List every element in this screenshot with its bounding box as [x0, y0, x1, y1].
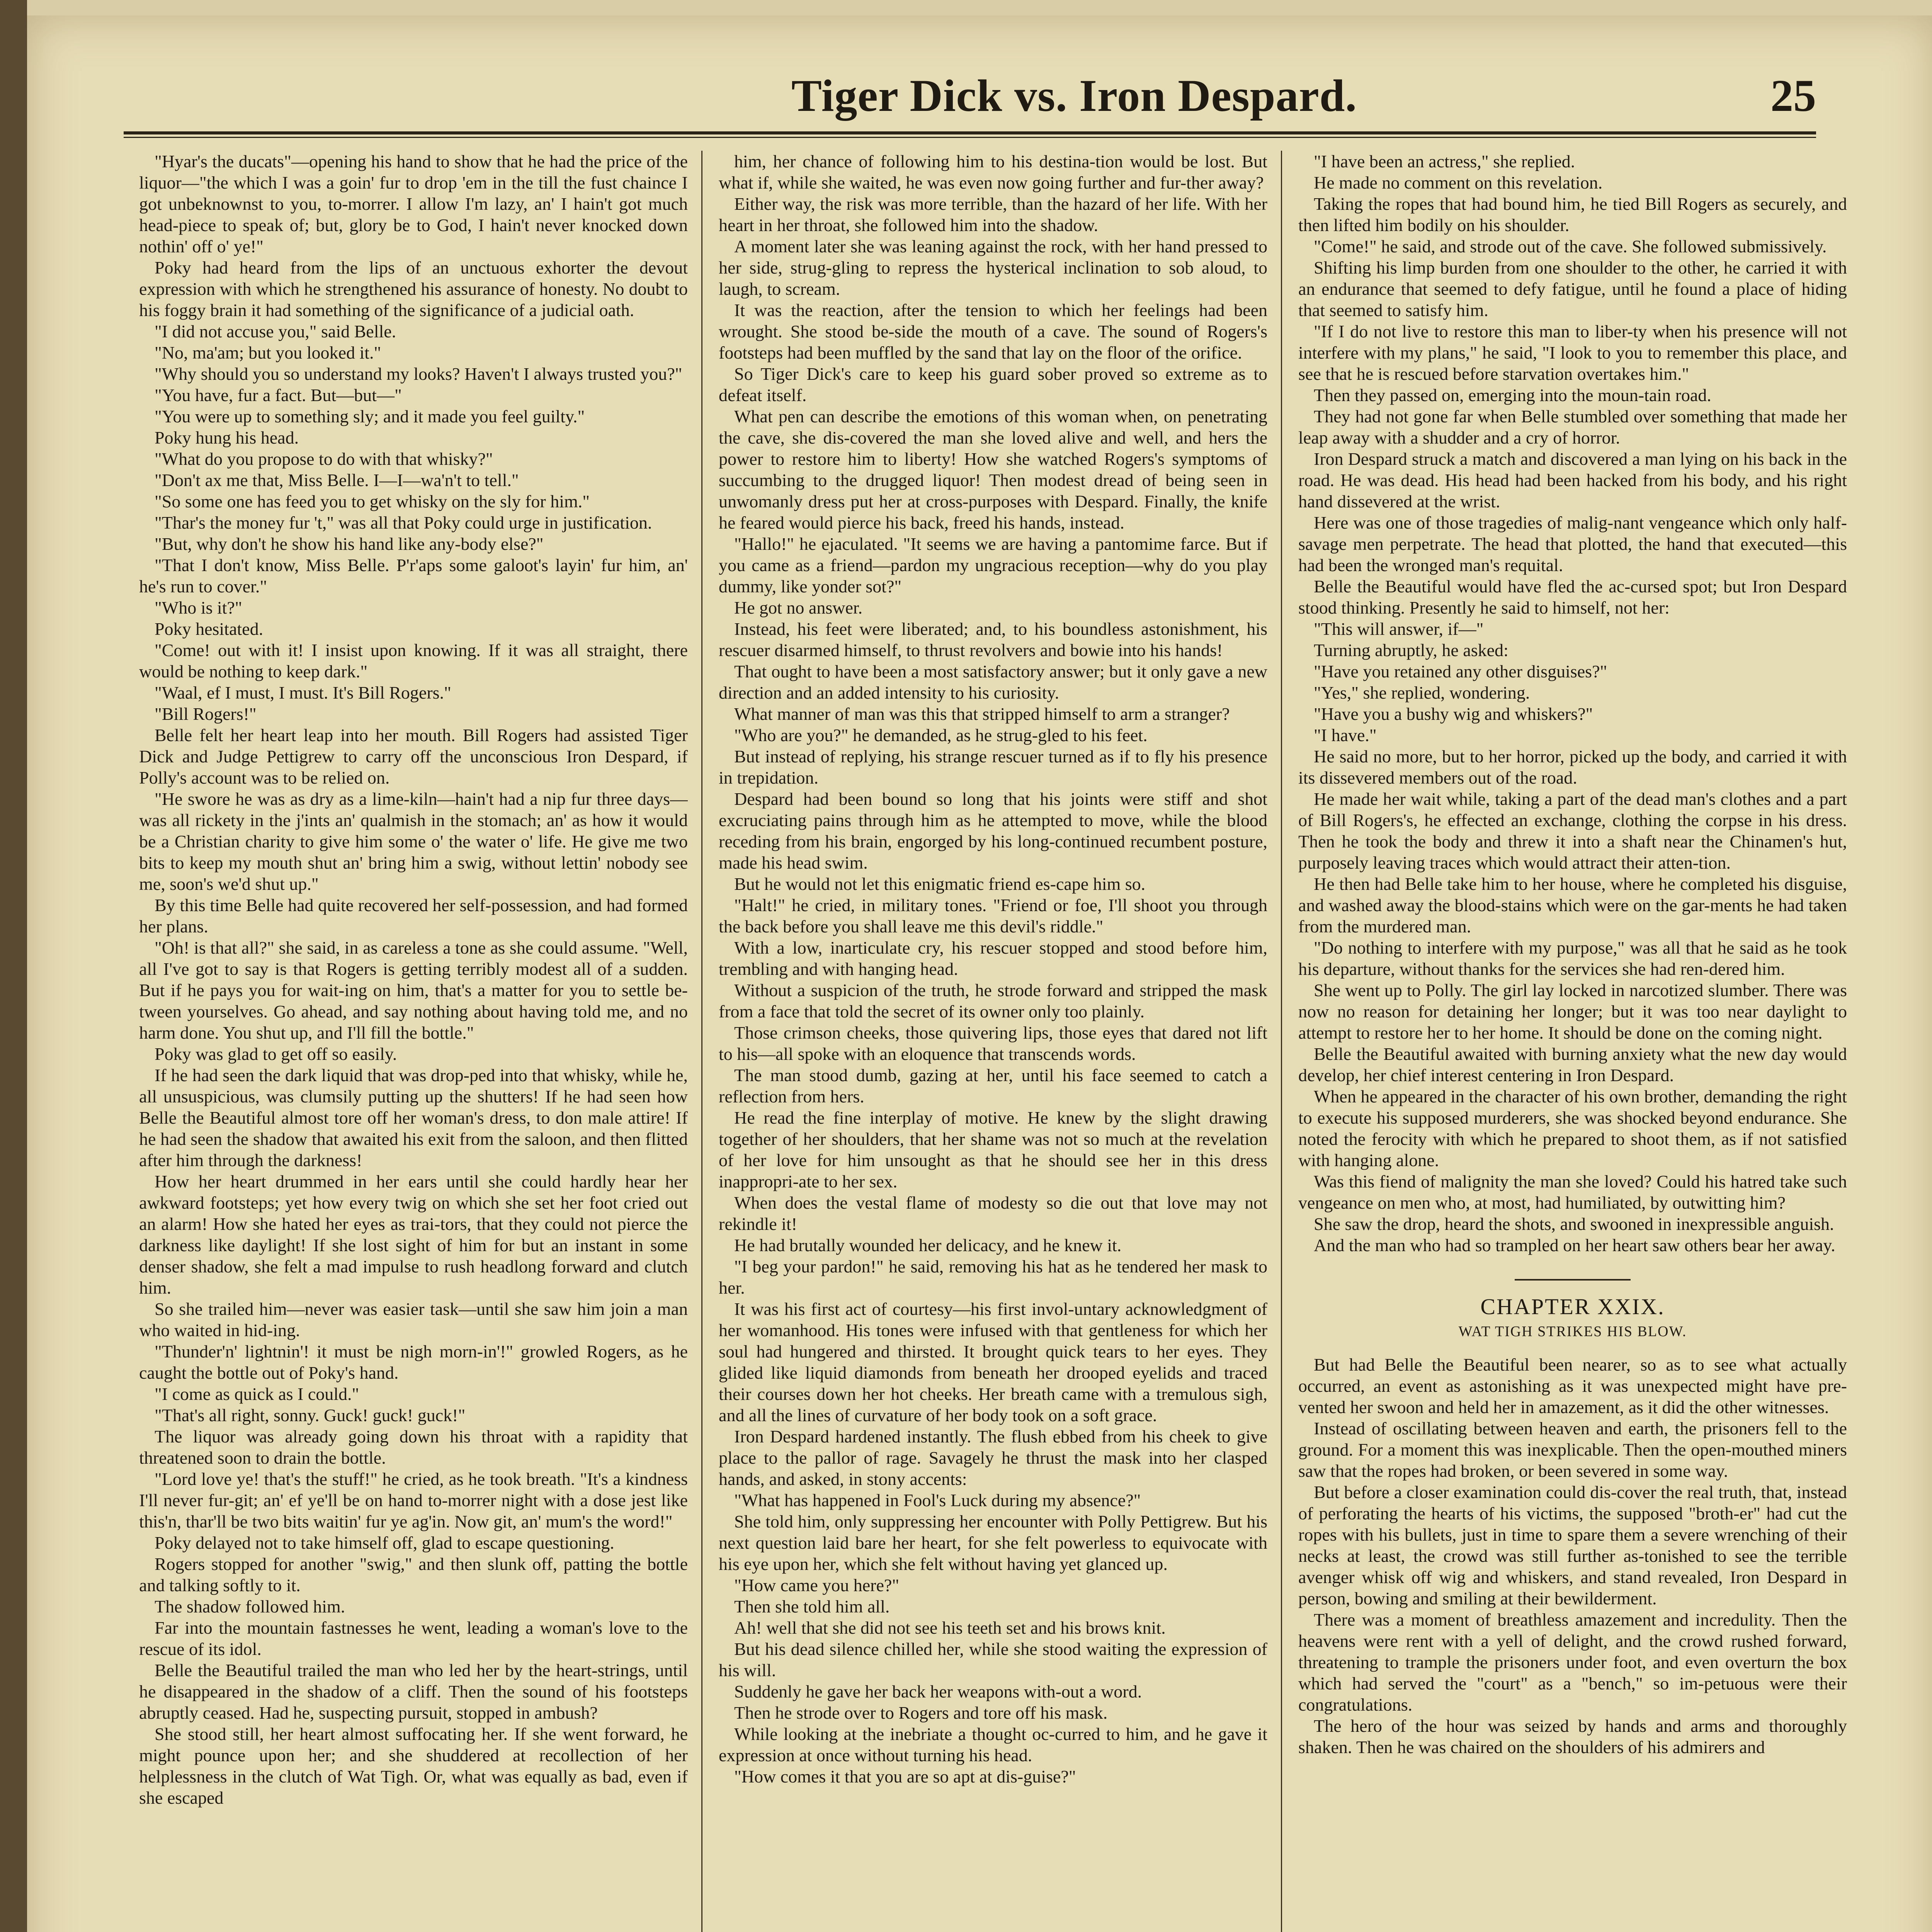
- paragraph: "Who is it?": [155, 598, 242, 617]
- paragraph: Rogers stopped for another "swig," and then slunk off, patting the bottle and talking softly to it.: [139, 1554, 688, 1595]
- paragraph: A moment later she was leaning against the rock, with her hand pressed to her side, strug-gling to repress the hysterical inclination to sob aloud, to laugh, to scream.: [719, 236, 1267, 299]
- paragraph: If he had seen the dark liquid that was drop-ped into that whisky, while he, all unsuspicious, was clumsily putting up the shutters! If he had seen how Belle the Beautiful almost tore off her woman's dress, to don male attire! If he had seen the shadow that awaited his exit from the saloon, and then flitted after him through the darkness!: [139, 1065, 688, 1170]
- chapter-paragraphs: [1298, 1354, 1847, 1758]
- paragraph: "Do nothing to interfere with my purpose," was all that he said as he took his departure, without thanks for the services she had ren-dered him.: [1298, 938, 1847, 979]
- paragraph: "So some one has feed you to get whisky on the sly for him.": [155, 492, 590, 511]
- paragraph: But he would not let this enigmatic friend es-cape him so.: [734, 874, 1146, 894]
- paragraph: him, her chance of following him to his destina-tion would be lost. But what if, while she waited, he was even now going further and fur-ther away?: [719, 151, 1267, 192]
- page-number: 25: [1770, 70, 1816, 121]
- paragraph: They had not gone far when Belle stumbled over something that made her leap away with a shudder and a cry of horror.: [1298, 406, 1847, 447]
- paragraph: "You were up to something sly; and it made you feel guilty.": [155, 406, 585, 426]
- paragraph: But his dead silence chilled her, while she stood waiting the expression of his will.: [719, 1639, 1267, 1680]
- paragraph: The shadow followed him.: [155, 1597, 345, 1616]
- paragraph: Belle the Beautiful would have fled the ac-cursed spot; but Iron Despard stood thinking. Presently he said to himself, not her:: [1298, 577, 1847, 617]
- paragraph: He got no answer.: [734, 598, 863, 617]
- paragraph: And the man who had so trampled on her heart saw others bear her away.: [1314, 1235, 1835, 1255]
- paragraph: "I have been an actress," she replied.: [1314, 151, 1575, 171]
- paragraph: Then he strode over to Rogers and tore off his mask.: [734, 1703, 1108, 1723]
- paragraph: That ought to have been a most satisfactory answer; but it only gave a new direction and an added intensity to his curiosity.: [719, 662, 1267, 702]
- paragraph: She told him, only suppressing her encounter with Polly Pettigrew. But his next question laid bare her heart, for she felt powerless to equivocate with his eye upon her, which she felt without having yet glanced up.: [719, 1512, 1267, 1574]
- chapter-subtitle: WAT TIGH STRIKES HIS BLOW.: [1458, 1323, 1687, 1340]
- paragraph: The man stood dumb, gazing at her, until his face seemed to catch a reflection from hers.: [719, 1065, 1267, 1106]
- paragraph: "Thar's the money fur 't," was all that Poky could urge in justification.: [155, 513, 652, 532]
- paragraph: He had brutally wounded her delicacy, and he knew it.: [734, 1235, 1122, 1255]
- paragraph: "How comes it that you are so apt at dis-guise?": [734, 1767, 1076, 1786]
- paragraph: By this time Belle had quite recovered her self-possession, and had formed her plans.: [139, 895, 688, 936]
- paragraph: "Why should you so understand my looks? Haven't I always trusted you?": [155, 364, 682, 384]
- paragraph: "You have, fur a fact. But—but—": [155, 385, 402, 405]
- page-header: [100, 70, 1816, 124]
- paragraph: It was the reaction, after the tension to which her feelings had been wrought. She stood be-side the mouth of a cave. The sound of Rogers's footsteps had been muffled by the sand that lay on the floor of the orifice.: [719, 300, 1267, 362]
- paragraph: Belle felt her heart leap into her mouth. Bill Rogers had assisted Tiger Dick and Judge Pettigrew to carry off the unconscious Iron Despard, if Polly's account was to be relied on.: [139, 725, 688, 787]
- chapter-divider: [1515, 1279, 1631, 1281]
- paragraph: "He swore he was as dry as a lime-kiln—hain't had a nip fur three days—was all rickety in the j'ints an' qualmish in the stomach; an' as how it would be a Christian charity to give him some o' the water o' life. He give me two bits to keep my mouth shut an' bring him a swig, without lettin' nobody see me, soon's we'd shut up.": [139, 789, 688, 894]
- paragraph: He then had Belle take him to her house, where he completed his disguise, and washed away the blood-stains which were on the gar-ments he had taken from the murdered man.: [1298, 874, 1847, 936]
- paragraph: Poky delayed not to take himself off, glad to escape questioning.: [155, 1533, 614, 1553]
- paragraph: But had Belle the Beautiful been nearer, so as to see what actually occurred, an event as astonishing as it was unexpected might have pre-vented her swoon and held her in amazement, as it did the other witnesses.: [1298, 1355, 1847, 1417]
- paragraph: "Come!" he said, and strode out of the cave. She followed submissively.: [1314, 236, 1827, 256]
- paragraph: She went up to Polly. The girl lay locked in narcotized slumber. There was now no reason for detaining her longer; but it was too near daylight to attempt to restore her to her home. It should be done on the coming night.: [1298, 980, 1847, 1043]
- paragraph: She saw the drop, heard the shots, and swooned in inexpressible anguish.: [1314, 1214, 1834, 1234]
- paragraph: But before a closer examination could dis-cover the real truth, that, instead of perforating the hearts of his victims, the supposed "broth-er" had cut the ropes with his bullets, just in time to spare them a severe wrenching of their necks at least, the crowd was still further as-tonished to see the terrible avenger whisk off wig and whiskers, and stand revealed, Iron Despard in person, bowing and smiling at their bewilderment.: [1298, 1482, 1847, 1608]
- paragraph: What pen can describe the emotions of this woman when, on penetrating the cave, she dis-covered the man she loved alive and well, and hers the power to restore him to liberty! How she watched Rogers's symptoms of succumbing to the drugged liquor! Then modest dread of being seen in unwomanly dress put her at cross-purposes with Despard. Finally, the knife he feared would pierce his back, freed his hands, instead.: [719, 406, 1267, 532]
- paragraph: While looking at the inebriate a thought oc-curred to him, and he gave it expression at once without turning his head.: [719, 1724, 1267, 1765]
- text-column-3: [1298, 151, 1847, 1932]
- paragraph: Turning abruptly, he asked:: [1314, 640, 1509, 660]
- paragraph: When does the vestal flame of modesty so die out that love may not rekindle it!: [719, 1193, 1267, 1234]
- paragraph: How her heart drummed in her ears until she could hardly hear her awkward footsteps; yet how every twig on which she set her foot cried out an alarm! How she hated her eyes as trai-tors, that they could not pierce the darkness like daylight! If she lost sight of him for but an instant in some denser shadow, she felt a mad impulse to rush headlong forward and clutch him.: [139, 1172, 688, 1298]
- paragraph: "What has happened in Fool's Luck during my absence?": [734, 1490, 1141, 1510]
- paragraph: "How came you here?": [734, 1575, 900, 1595]
- column-divider: [1281, 151, 1282, 1932]
- paragraph: Either way, the risk was more terrible, than the hazard of her life. With her heart in her throat, she followed him into the shadow.: [719, 194, 1267, 235]
- paragraph: So she trailed him—never was easier task—until she saw him join a man who waited in hid-ing.: [139, 1299, 688, 1340]
- paragraph: "This will answer, if—": [1314, 619, 1484, 639]
- paragraph: But instead of replying, his strange rescuer turned as if to fly his presence in trepidation.: [719, 747, 1267, 787]
- paragraph: Those crimson cheeks, those quivering lips, those eyes that dared not lift to his—all spoke with an eloquence that transcends words.: [719, 1023, 1267, 1064]
- paragraph: Shifting his limp burden from one shoulder to the other, he carried it with an endurance that seemed to defy fatigue, until he found a place of hiding that seemed to satisfy him.: [1298, 258, 1847, 320]
- paragraph: "I beg your pardon!" he said, removing his hat as he tendered her mask to her.: [719, 1257, 1267, 1298]
- paragraph: So Tiger Dick's care to keep his guard sober proved so extreme as to defeat itself.: [719, 364, 1267, 405]
- paragraph: She stood still, her heart almost suffocating her. If she went forward, he might pounce upon her; and she shuddered at recollection of her helplessness in the clutch of Wat Tigh. Or, what was equally as bad, even if she escaped: [139, 1724, 688, 1808]
- paragraph: The hero of the hour was seized by hands and arms and thoroughly shaken. Then he was chaired on the shoulders of his admirers and: [1298, 1716, 1847, 1757]
- paragraph: With a low, inarticulate cry, his rescuer stopped and stood before him, trembling and with hanging head.: [719, 938, 1267, 979]
- paragraph: "What do you propose to do with that whisky?": [155, 449, 493, 469]
- paragraph: "Come! out with it! I insist upon knowing. If it was all straight, there would be nothing to keep dark.": [139, 640, 688, 681]
- paragraph: "I come as quick as I could.": [155, 1384, 359, 1404]
- paragraph: Was this fiend of malignity the man she loved? Could his hatred take such vengeance on men who, at most, had humiliated, by outwitting him?: [1298, 1172, 1847, 1213]
- paragraph: "That I don't know, Miss Belle. P'r'aps some galoot's layin' fur him, an' he's run to cover.": [139, 555, 688, 596]
- paragraph: "Who are you?" he demanded, as he strug-gled to his feet.: [734, 725, 1148, 745]
- paragraph: "That's all right, sonny. Guck! guck! guck!": [155, 1405, 466, 1425]
- paragraph: Despard had been bound so long that his joints were stiff and shot excruciating pains through him as he attempted to move, while the blood receding from his brain, engorged by his long-continued recumbent posture, made his head swim.: [719, 789, 1267, 872]
- paragraph: Iron Despard hardened instantly. The flush ebbed from his cheek to give place to the pallor of rage. Savagely he thrust the mask into her clasped hands, and asked, in stony accents:: [719, 1427, 1267, 1489]
- paragraph: Here was one of those tragedies of malig-nant vengeance which only half-savage men perpetrate. The head that plotted, the hand that executed—this had been the wronged man's requital.: [1298, 513, 1847, 575]
- paragraph: He read the fine interplay of motive. He knew by the slight drawing together of her shoulders, that her shame was not so much at the revelation of her love for him unsought as that he should see her in this dress inappropri-ate to her sex.: [719, 1108, 1267, 1191]
- paragraph: "Halt!" he cried, in military tones. "Friend or foe, I'll shoot you through the back before you shall leave me this devil's riddle.": [719, 895, 1267, 936]
- paragraph: "Waal, ef I must, I must. It's Bill Rogers.": [155, 683, 451, 702]
- paragraph: He made no comment on this revelation.: [1314, 173, 1603, 192]
- paragraph: "Have you retained any other disguises?": [1314, 662, 1607, 681]
- paragraph: "Bill Rogers!": [155, 704, 257, 724]
- paragraph: "No, ma'am; but you looked it.": [155, 343, 381, 362]
- paragraph: "Hallo!" he ejaculated. "It seems we are having a pantomime farce. But if you came as a friend—pardon my ungracious reception—why do you play dummy, like yonder sot?": [719, 534, 1267, 596]
- paragraph: "Yes," she replied, wondering.: [1314, 683, 1530, 702]
- paragraph: "But, why don't he show his hand like any-body else?": [155, 534, 544, 554]
- paragraph: Belle the Beautiful awaited with burning anxiety what the new day would develop, her chief interest centering in Iron Despard.: [1298, 1044, 1847, 1085]
- paragraph: "Have you a bushy wig and whiskers?": [1314, 704, 1593, 724]
- paragraph: Poky hung his head.: [155, 428, 299, 447]
- paragraph: Without a suspicion of the truth, he strode forward and stripped the mask from a face that told the secret of its owner only too plainly.: [719, 980, 1267, 1021]
- running-title: Tiger Dick vs. Iron Despard.: [791, 70, 1357, 121]
- paragraph: He made her wait while, taking a part of the dead man's clothes and a part of Bill Rogers's, he effected an exchange, clothing the corpse in his dress. Then he took the body and threw it into a shaft near the Chinamen's hut, purposely leaving traces which would attract their atten-tion.: [1298, 789, 1847, 872]
- paragraph: It was his first act of courtesy—his first invol-untary acknowledgment of her womanhood. His tones were infused with that gentleness for which her soul had hungered and thirsted. It brought quick tears to her eyes. They glided like liquid diamonds from beneath her drooped eyelids and traced their courses down her hot cheeks. Her breath came with a tremulous sigh, and all the lines of curvature of her body took on a soft grace.: [719, 1299, 1267, 1425]
- paragraph: Then she told him all.: [734, 1597, 890, 1616]
- paragraph: Far into the mountain fastnesses he went, leading a woman's love to the rescue of its idol.: [139, 1618, 688, 1659]
- paragraph: "Lord love ye! that's the stuff!" he cried, as he took breath. "It's a kindness I'll never fur-git; an' ef ye'll be on hand to-morrer night with a dose jest like this'n, thar'll be two bits waitin' fur ye ag'in. Now git, an' mum's the word!": [139, 1469, 688, 1531]
- header-rule: [124, 131, 1816, 138]
- paragraph: Iron Despard struck a match and discovered a man lying on his back in the road. He was dead. His head had been hacked from his body, and his right hand dissevered at the wrist.: [1298, 449, 1847, 511]
- paragraph: "Don't ax me that, Miss Belle. I—I—wa'n't to tell.": [155, 470, 519, 490]
- paragraph: Suddenly he gave her back her weapons with-out a word.: [734, 1682, 1142, 1701]
- paragraph: "Thunder'n' lightnin'! it must be nigh morn-in'!" growled Rogers, as he caught the bottle out of Poky's hand.: [139, 1342, 688, 1383]
- paragraph: There was a moment of breathless amazement and incredulity. Then the heavens were rent with a yell of delight, and the crowd rushed forward, threatening to trample the prisoners under foot, and even overturn the box which had served the "court" as a "bench," so im-petuous were their congratulations.: [1298, 1610, 1847, 1714]
- column-divider: [701, 151, 702, 1932]
- paragraph: Poky hesitated.: [155, 619, 264, 639]
- paragraph: Then they passed on, emerging into the moun-tain road.: [1314, 385, 1711, 405]
- paragraph: "I have.": [1314, 725, 1377, 745]
- paragraph: "I did not accuse you," said Belle.: [155, 321, 396, 341]
- paragraph: Taking the ropes that had bound him, he tied Bill Rogers as securely, and then lifted him bodily on his shoulder.: [1298, 194, 1847, 235]
- paragraph: "Hyar's the ducats"—opening his hand to show that he had the price of the liquor—"the which I was a goin' fur to drop 'em in the till the fust chaince I got unbeknownst to you, to-morrer. I allow I'm lazy, an' I hain't got much head-piece to speak of; but, glory be to God, I hain't never knocked down nothin' off o' ye!": [139, 151, 688, 256]
- paragraph: When he appeared in the character of his own brother, demanding the right to execute his supposed murderers, she was shocked beyond endurance. She noted the ferocity with which he prepared to shoot them, as if not satisfied with hanging alone.: [1298, 1087, 1847, 1170]
- paragraph: The liquor was already going down his throat with a rapidity that threatened soon to drain the bottle.: [139, 1427, 688, 1468]
- column-3-paragraphs: [1298, 151, 1847, 1256]
- paragraph: "If I do not live to restore this man to liber-ty when his presence will not interfere with my plans," he said, "I look to you to remember this place, and see that he is rescued before starvation overtakes him.": [1298, 321, 1847, 384]
- paragraph: "Oh! is that all?" she said, in as careless a tone as she could assume. "Well, all I've got to say is that Rogers is getting terribly modest all of a sudden. But if he pays you for wait-ing on him, that's a matter for you to settle be-tween yourselves. Go ahead, and say nothing about having told me, and no harm done. You shut up, and I'll fill the bottle.": [139, 938, 688, 1043]
- paragraph: Instead of oscillating between heaven and earth, the prisoners fell to the ground. For a moment this was inexplicable. Then the open-mouthed miners saw that the ropes had broken, or been severed in some way.: [1298, 1418, 1847, 1481]
- binding-gutter: [0, 0, 27, 1932]
- text-column-2: [719, 151, 1267, 1932]
- paragraph: Instead, his feet were liberated; and, to his boundless astonishment, his rescuer disarmed himself, to thrust revolvers and bowie into his hands!: [719, 619, 1267, 660]
- paragraph: Ah! well that she did not see his teeth set and his brows knit.: [734, 1618, 1166, 1638]
- paragraph: Poky was glad to get off so easily.: [155, 1044, 397, 1064]
- text-column-1: [139, 151, 688, 1932]
- paragraph: Belle the Beautiful trailed the man who led her by the heart-strings, until he disappeared in the shadow of a cliff. Then the sound of his footsteps abruptly ceased. Had he, suspecting pursuit, stopped in ambush?: [139, 1660, 688, 1723]
- chapter-heading: CHAPTER XXIX.: [1480, 1294, 1665, 1319]
- paragraph: He said no more, but to her horror, picked up the body, and carried it with its dissevered members out of the road.: [1298, 747, 1847, 787]
- paragraph: Poky had heard from the lips of an unctuous exhorter the devout expression with which he strengthened his assurance of honesty. No doubt to his foggy brain it had something of the significance of a judicial oath.: [139, 258, 688, 320]
- paragraph: What manner of man was this that stripped himself to arm a stranger?: [734, 704, 1230, 724]
